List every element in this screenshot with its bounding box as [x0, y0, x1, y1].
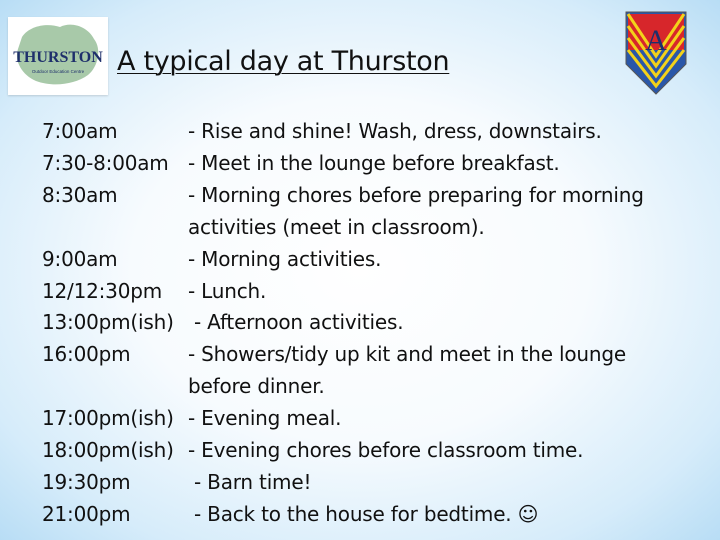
schedule-time: 8:30am: [42, 182, 118, 207]
schedule-time: 21:00pm: [42, 501, 131, 526]
schedule-time: 13:00pm(ish): [42, 310, 174, 335]
schedule-desc: - Showers/tidy up kit and meet in the lounge: [188, 342, 626, 367]
schedule-row: [42, 244, 712, 276]
page-title: A typical day at Thurston: [117, 46, 450, 77]
schedule-row: [42, 307, 712, 339]
schedule-time: 9:00am: [42, 246, 118, 271]
schedule-time: 7:00am: [42, 119, 118, 143]
schedule-row: [42, 276, 712, 308]
schedule-time: 7:30-8:00am: [42, 150, 169, 175]
crest-letter: A: [645, 24, 667, 57]
schedule-desc-continued: activities (meet in classroom).: [188, 214, 485, 239]
schedule-time: 18:00pm(ish): [42, 438, 174, 463]
schedule-desc: - Evening meal.: [188, 406, 342, 431]
schedule-desc: - Afternoon activities.: [194, 310, 404, 335]
schedule-desc: - Meet in the lounge before breakfast.: [188, 150, 560, 175]
logo-text: THURSTON: [13, 49, 103, 66]
crest-logo: [624, 10, 688, 96]
schedule-time: 19:30pm: [42, 469, 131, 494]
logo-subtext: Outdoor Education Centre: [31, 69, 85, 74]
schedule-time: 17:00pm(ish): [42, 406, 174, 431]
schedule-desc: - Lunch.: [188, 278, 267, 303]
schedule-desc: - Evening chores before classroom time.: [188, 438, 584, 463]
schedule-row: [42, 180, 712, 212]
schedule-desc: - Back to the house for bedtime. ☺: [194, 501, 539, 526]
schedule-row: [42, 403, 712, 435]
schedule-list: [42, 116, 712, 531]
schedule-row: [42, 499, 712, 531]
schedule-time: 16:00pm: [42, 342, 131, 367]
schedule-row: [42, 339, 712, 371]
schedule-row: [42, 148, 712, 180]
schedule-desc-continued: before dinner.: [188, 374, 325, 399]
schedule-desc: - Morning activities.: [188, 246, 382, 271]
schedule-desc: - Barn time!: [194, 469, 312, 494]
schedule-desc: - Morning chores before preparing for morning: [188, 182, 644, 207]
thurston-logo: [8, 17, 108, 95]
schedule-row: [42, 435, 712, 467]
schedule-time: 12/12:30pm: [42, 278, 163, 303]
schedule-row: [42, 116, 712, 148]
schedule-row: [42, 467, 712, 499]
schedule-desc: - Rise and shine! Wash, dress, downstairs.: [188, 119, 602, 143]
